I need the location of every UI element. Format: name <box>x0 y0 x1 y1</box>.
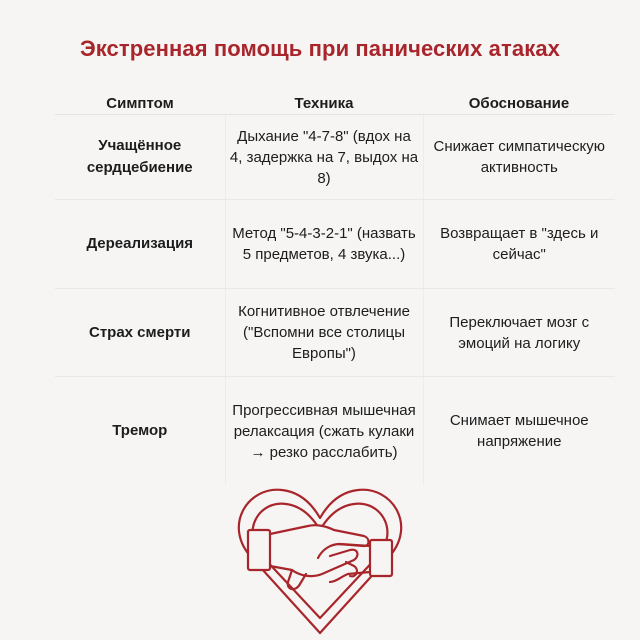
symptom-cell: Учащённое сердцебиение <box>55 115 225 200</box>
table-header-row <box>55 92 615 115</box>
table-row <box>55 200 615 289</box>
symptom-cell: Дереализация <box>55 200 225 289</box>
technique-cell: Прогрессивная мышечная релаксация (сжать кулаки → резко расслабить) <box>225 377 423 486</box>
column-header-symptom: Симптом <box>55 92 225 115</box>
reason-cell: Переключает мозг с эмоций на логику <box>423 289 615 377</box>
reason-cell: Снимает мышечное напряжение <box>449 412 589 450</box>
heart-handshake-icon <box>230 478 410 638</box>
page-title: Экстренная помощь при панических атаках <box>79 36 561 61</box>
symptom-cell: Тремор <box>112 422 168 439</box>
technique-cell: Метод "5-4-3-2-1" (назвать 5 предметов, 4 звука...) <box>225 200 423 289</box>
column-header-technique: Техника <box>225 92 423 115</box>
reason-cell: Снижает симпатическую активность <box>423 115 615 200</box>
table-row <box>55 377 615 486</box>
technique-cell: Когнитивное отвлечение ("Вспомни все столицы Европы") <box>225 289 423 377</box>
panic-help-table <box>55 92 615 485</box>
technique-cell: Дыхание "4-7-8" (вдох на 4, задержка на 7, выдох на 8) <box>225 115 423 200</box>
column-header-reason: Обоснование <box>423 92 615 115</box>
table-row <box>55 289 615 377</box>
table-row <box>55 115 615 200</box>
symptom-cell: Страх смерти <box>55 289 225 377</box>
reason-cell: Возвращает в "здесь и сейчас" <box>423 200 615 289</box>
